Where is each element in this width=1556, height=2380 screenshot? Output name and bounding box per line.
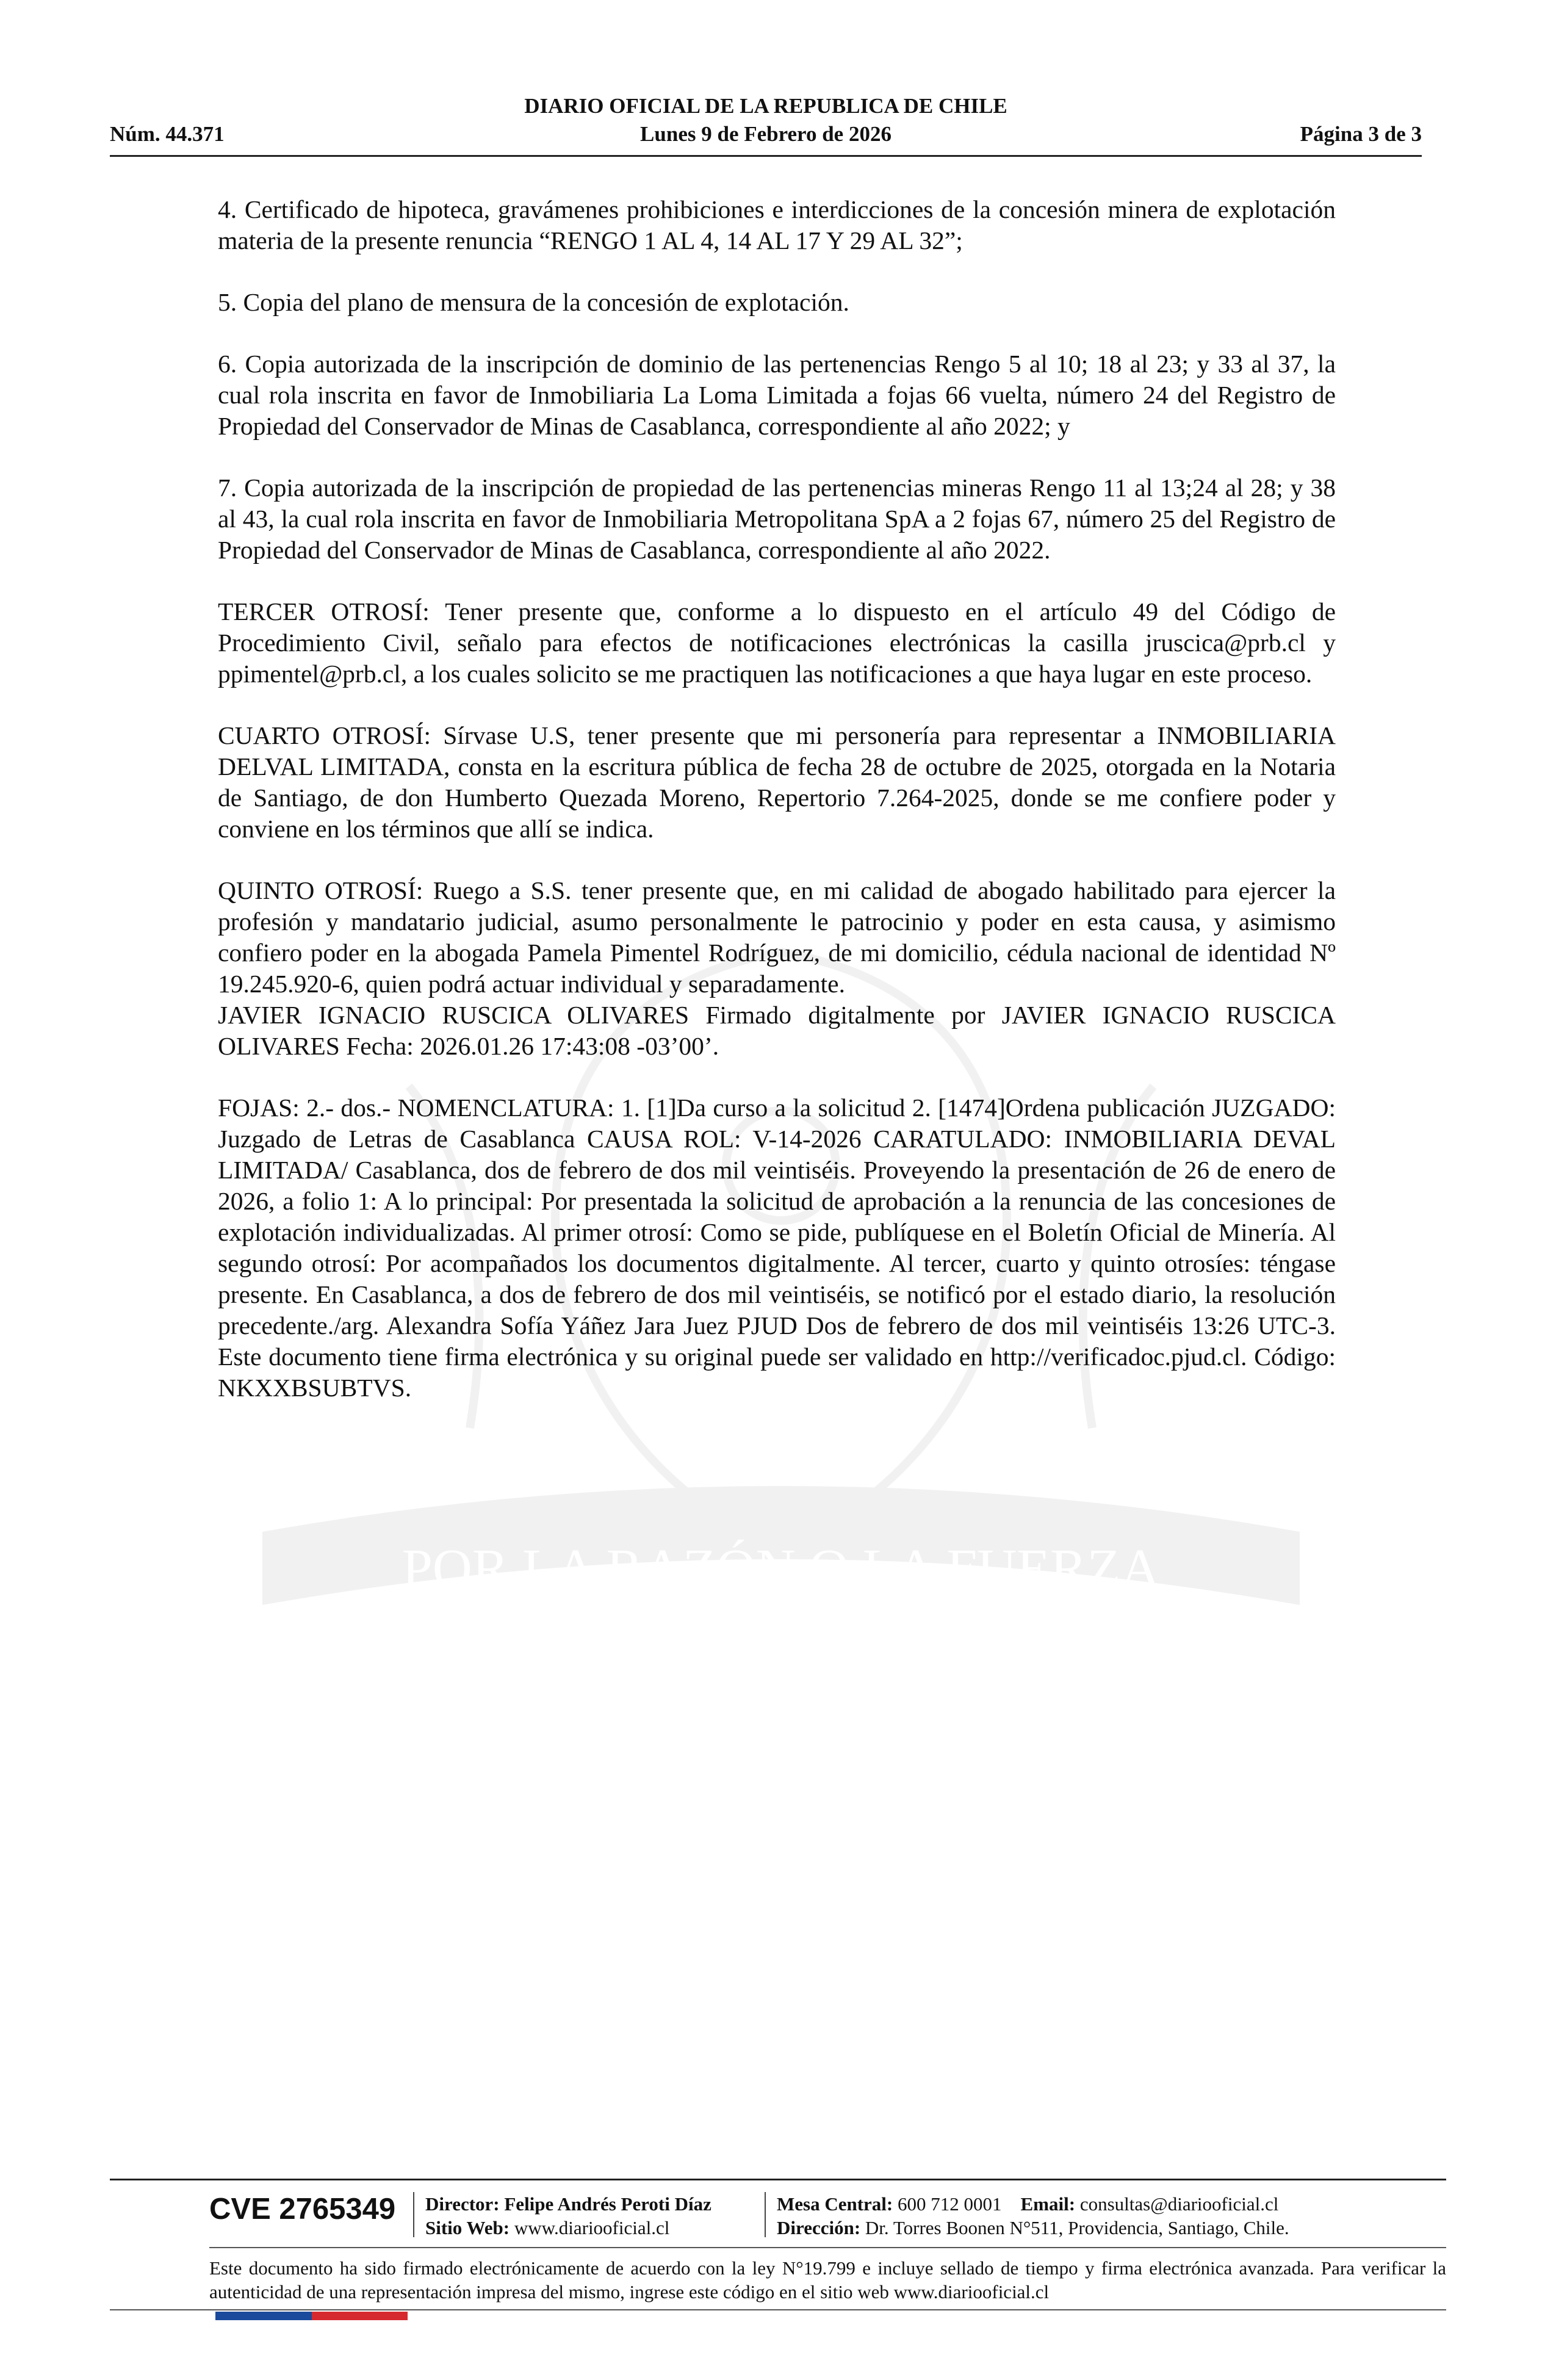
footer-contact-block bbox=[777, 2192, 1289, 2240]
mesa-phone: 600 712 0001 bbox=[898, 2193, 1002, 2215]
issue-date: Lunes 9 de Febrero de 2026 bbox=[640, 122, 891, 146]
paragraph-item-4: 4. Certificado de hipoteca, gravámenes prohibiciones e interdicciones de la concesión minera de explotación materia de la presente renuncia “RENGO 1 AL 4, 14 AL 17 Y 29 AL 32”; bbox=[218, 195, 1336, 254]
issue-number: Núm. 44.371 bbox=[110, 122, 225, 146]
director-label: Director: bbox=[425, 2193, 500, 2215]
page-header bbox=[110, 92, 1422, 159]
document-body bbox=[218, 194, 1336, 1434]
web-label: Sitio Web: bbox=[425, 2217, 510, 2238]
paragraph-quinto-otrosi: QUINTO OTROSÍ: Ruego a S.S. tener presente que, en mi calidad de abogado habilitado para ejercer la profesión y mandatario judicial, asumo personalmente le patrocinio y poder en esta causa, y asimismo confiero poder en la abogada Pamela Pimentel Rodríguez, de mi domicilio, cédula nacional de identidad Nº 19.245.920-6, quien podrá actuar individual y separadamente. bbox=[218, 876, 1336, 998]
footer-top-divider bbox=[110, 2179, 1446, 2180]
paragraph-item-6: 6. Copia autorizada de la inscripción de dominio de las pertenencias Rengo 5 al 10; 18 al 23; y 33 al 37, la cual rola inscrita en favor de Inmobiliaria La Loma Limitada a fojas 66 vuelta, número 24 del Registro de Propiedad del Conservador de Minas de Casablanca, correspondiente al año 2022; y bbox=[218, 350, 1336, 440]
footer-director-block bbox=[425, 2192, 711, 2240]
paragraph-resolution: FOJAS: 2.- dos.- NOMENCLATURA: 1. [1]Da curso a la solicitud 2. [1474]Ordena publicación JUZGADO: Juzgado de Letras de Casablanca CAUSA ROL: V-14-2026 CARATULADO: INMOBILIARIA DEVAL LIMITADA/ Casablanca, dos de febrero de dos mil veintiséis. Proveyendo la presentación de 26 de enero de 2026, a folio 1: A lo principal: Por presentada la solicitud de aprobación a la renuncia de las concesiones de explotación individualizadas. Al primer otrosí: Como se pide, publíquese en el Boletín Oficial de Minería. Al segundo otrosí: Por acompañados los documentos digitalmente. Al tercer, cuarto y quinto otrosíes: téngase presente. En Casablanca, a dos de febrero de dos mil veintiséis, se notificó por el estado diario, la resolución precedente./arg. Alexandra Sofía Yáñez Jara Juez PJUD Dos de febrero de dos mil veintiséis 13:26 UTC-3. Este documento tiene firma electrónica y su original puede ser validado en http://verificadoc.pjud.cl. Código: NKXXBSUBTVS. bbox=[218, 1094, 1336, 1402]
footer-separator bbox=[765, 2192, 766, 2237]
web-link[interactable]: www.diariooficial.cl bbox=[514, 2217, 670, 2238]
cve-code: CVE 2765349 bbox=[209, 2193, 396, 2226]
email-link[interactable]: consultas@diariooficial.cl bbox=[1079, 2193, 1279, 2215]
address-label: Dirección: bbox=[777, 2217, 861, 2238]
watermark-motto: POR LA RAZÓN O LA FUERZA bbox=[402, 1538, 1161, 1599]
paragraph-signature: JAVIER IGNACIO RUSCICA OLIVARES Firmado digitalmente por JAVIER IGNACIO RUSCICA OLIVARES Fecha: 2026.01.26 17:43:08 -03’00’. bbox=[218, 1001, 1336, 1060]
flag-stripe bbox=[215, 2312, 408, 2320]
footer-separator bbox=[413, 2192, 414, 2237]
flag-red-stripe bbox=[312, 2312, 408, 2320]
director-name: Felipe Andrés Peroti Díaz bbox=[504, 2193, 711, 2215]
email-label: Email: bbox=[1020, 2193, 1076, 2215]
footer-mid-divider bbox=[209, 2247, 1446, 2248]
header-divider bbox=[110, 155, 1422, 157]
paragraph-cuarto-otrosi: CUARTO OTROSÍ: Sírvase U.S, tener presente que mi personería para representar a INMOBILIARIA DELVAL LIMITADA, consta en la escritura pública de fecha 28 de octubre de 2025, otorgada en la Notaria de Santiago, de don Humberto Quezada Moreno, Repertorio 7.264-2025, donde se me confiere poder y conviene en los términos que allí se indica. bbox=[218, 721, 1336, 843]
paragraph-tercer-otrosi: TERCER OTROSÍ: Tener presente que, conforme a lo dispuesto en el artículo 49 del Código de Procedimiento Civil, señalo para efectos de notificaciones electrónicas la casilla jruscica@prb.cl y ppimentel@prb.cl, a los cuales solicito se me practiquen las notificaciones a que haya lugar en este proceso. bbox=[218, 597, 1336, 688]
signature-notice: Este documento ha sido firmado electrónicamente de acuerdo con la ley N°19.799 e incluye sellado de tiempo y firma electrónica avanzada. Para verificar la autenticidad de una representación impresa del mismo, ingrese este código en el sitio web www.diariooficial.cl bbox=[209, 2257, 1446, 2302]
mesa-label: Mesa Central: bbox=[777, 2193, 893, 2215]
publication-title: DIARIO OFICIAL DE LA REPUBLICA DE CHILE bbox=[524, 94, 1007, 118]
flag-blue-stripe bbox=[215, 2312, 312, 2320]
paragraph-item-7: 7. Copia autorizada de la inscripción de propiedad de las pertenencias mineras Rengo 11 al 13;24 al 28; y 38 al 43, la cual rola inscrita en favor de Inmobiliaria Metropolitana SpA a 2 fojas 67, número 25 del Registro de Propiedad del Conservador de Minas de Casablanca, correspondiente al año 2022. bbox=[218, 474, 1336, 564]
footer-bottom-divider bbox=[110, 2309, 1446, 2310]
page-indicator: Página 3 de 3 bbox=[1300, 122, 1422, 146]
address-value: Dr. Torres Boonen N°511, Providencia, Santiago, Chile. bbox=[865, 2217, 1289, 2238]
paragraph-item-5: 5. Copia del plano de mensura de la concesión de explotación. bbox=[218, 288, 849, 316]
